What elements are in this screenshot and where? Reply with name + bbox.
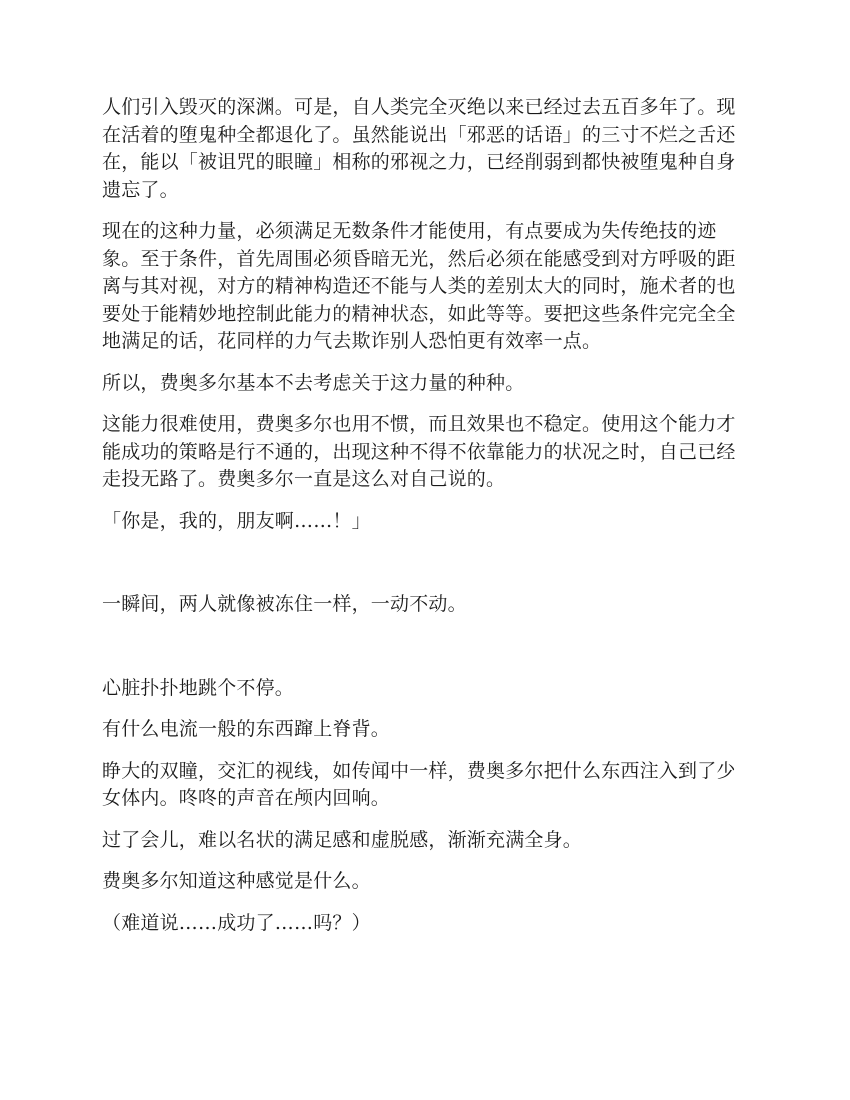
paragraph: 过了会儿，难以名状的满足感和虚脱感，渐渐充满全身。	[102, 828, 583, 851]
paragraph: 有什么电流一般的东西蹿上脊背。	[102, 718, 391, 740]
dialogue-line: 「你是，我的，朋友啊……！」	[102, 509, 371, 532]
paragraph: 现在的这种力量，必须满足无数条件才能使用，有点要成为失传绝技的迹象。至于条件，首先周围必须昏暗无光，然后必须在能感受到对方呼吸的距离与其对视，对方的精神构造还不能与人类的差别太大的同时，施术者的也要处于能精妙地控制此能力的精神状态，如此等等。要把这些条件完完全全地满足的话，花同样的力气去欺诈别人恐怕更有效率一点。	[102, 220, 736, 352]
section-break	[102, 549, 750, 591]
paragraph: 这能力很难使用，费奥多尔也用不惯，而且效果也不稳定。使用这个能力才能成功的策略是行不通的，出现这种不得不依靠能力的状况之时，自己已经走投无路了。费奥多尔一直是这么对自己说的。	[102, 413, 736, 490]
paragraph: 一瞬间，两人就像被冻住一样，一动不动。	[102, 593, 467, 615]
paragraph: 心脏扑扑地跳个不停。	[102, 676, 295, 699]
paragraph: 人们引入毁灭的深渊。可是，自人类完全灭绝以来已经过去五百多年了。现在活着的堕鬼种全都退化了。虽然能说出「邪恶的话语」的三寸不烂之舌还在，能以「被诅咒的眼瞳」相称的邪视之力，已经削弱到都快被堕鬼种自身遗忘了。	[102, 96, 736, 201]
section-break	[102, 633, 750, 675]
paragraph: 费奥多尔知道这种感觉是什么。	[102, 870, 371, 892]
document-body	[102, 94, 750, 951]
paragraph: 所以，费奥多尔基本不去考虑关于这力量的种种。	[102, 371, 525, 394]
paragraph: 睁大的双瞳，交汇的视线，如传闻中一样，费奥多尔把什么东西注入到了少女体内。咚咚的声音在颅内回响。	[102, 759, 736, 809]
inner-thought-line: （难道说……成功了……吗？）	[102, 911, 371, 934]
